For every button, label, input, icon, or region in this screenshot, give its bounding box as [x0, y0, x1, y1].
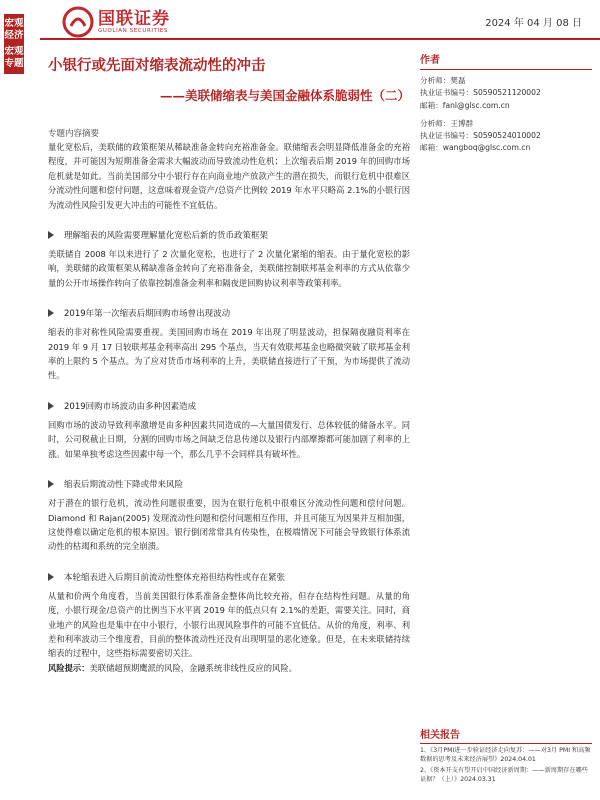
- bullet-arrow-icon: [48, 480, 54, 488]
- category-tag-line-2: 宏观专题: [4, 46, 24, 69]
- section-heading: 2019回购市场波动由多种因素造成: [64, 401, 197, 412]
- section-3: [48, 400, 410, 461]
- section-text: 对于潜在的银行危机，流动性问题很重要，因为在银行危机中很难区分流动性问题和偿付问题。Diamond 和 Rajan(2005) 发现流动性问题和偿付问题相互作用，并且可能互为因果并互相加强，这使得难以确定危机的根本原因。银行倒闭常常具有传染性，在极端情况下可能会导致银行体系流动性的枯竭和系统的完全崩溃。: [48, 498, 410, 552]
- main-column: [48, 42, 410, 675]
- summary-text: 量化宽松后，美联储的政策框架从稀缺准备金转向充裕准备金。联储缩表会明显降低准备金的充裕程度，并可能因为短期准备金需求大幅波动而导致流动性危机；上次缩表后期 2019 年的回购市场危机就是如此。当前美国部分中小银行存在向商业地产放款产生的潜在损失，而银行危机中很难区分流动性问题和偿付问题，这意味着现金资产/总资产比例较 2019 年水平只略高 2.1%的小银行因为流动性风险引发更大冲击的可能性不宜低估。: [48, 142, 410, 210]
- related-report-item[interactable]: 1、《3月PMI进一步验证经济走向复苏：——对3月 PMI 和高频数据的思考及未来经济展望》2024.04.01: [420, 747, 591, 763]
- side-band: [0, 0, 28, 800]
- author-sidebar: [420, 42, 592, 155]
- bullet-arrow-icon: [48, 573, 54, 581]
- section-heading: 缩表后期流动性下降或带来风险: [64, 480, 184, 491]
- logo-name-cn: 国联证券: [98, 9, 170, 29]
- section-heading: 2019年第一次缩表后期回购市场曾出现波动: [64, 309, 231, 320]
- section-text: 从量和价两个角度看，当前美国银行体系准备金整体尚比较充裕，但存在结构性问题。从量的角度，小银行现金/总资产的比例当下水平离 2019 年的低点只有 2.1%的差距，需要关注。同时，商业地产的风险也是集中在中小银行，小银行出现风险事件的可能不宜低估。从价的角度，利率、利差和利率波动三个维度看，目前的整体流动性还没有出现明显的恶化迹象。但是，在未来联储持续缩表的过程中，这些指标需要密切关注。: [48, 590, 410, 659]
- report-date: 2024 年 04 月 08 日: [485, 18, 582, 29]
- report-title: 小银行或先面对缩表流动性的冲击: [48, 58, 266, 74]
- section-heading: 本轮缩表进入后期目前流动性整体充裕但结构性或存在紧张: [64, 572, 286, 583]
- section-text: 美联储自 2008 年以来进行了 2 次量化宽松，也进行了 2 次量化紧缩的缩表。由于量化宽松的影响，美联储的政策框架从稀缺准备金转向了充裕准备金，美联储控制联邦基金利率的方式从依靠少量的公开市场操作转向了依靠控制准备金利率和隔夜逆回购协议利率等政策利率。: [48, 249, 410, 288]
- author-1-cert: 执业证书编号：S0590521120002: [420, 88, 541, 98]
- bullet-arrow-icon: [48, 309, 54, 317]
- author-2-name: 分析师：王博群: [420, 118, 474, 128]
- bullet-arrow-icon: [48, 402, 54, 410]
- category-tag-line-1: 宏观经济: [4, 18, 24, 41]
- related-reports: [420, 726, 592, 784]
- authors-heading: 作者: [420, 51, 592, 70]
- related-report-item[interactable]: 2、《资本开支有望开启中国经济新周期：——新周期存在哪些证据？（上）》2024.03.31: [420, 767, 588, 783]
- risk-text: 美联储超预期鹰派的风险，金融系统非线性反应的风险。: [89, 662, 297, 673]
- logo-mark-icon: [62, 6, 94, 38]
- section-4: [48, 478, 410, 554]
- brand-logo: [62, 6, 170, 38]
- report-subtitle: ——美联储缩表与美国金融体系脆弱性（二）: [159, 88, 410, 103]
- risk-warning: [48, 661, 410, 675]
- author-1-name: 分析师：樊磊: [420, 76, 466, 85]
- section-1: [48, 229, 410, 290]
- logo-name-en: GUOLIAN SECURITIES: [98, 28, 168, 34]
- author-2-cert: 执业证书编号：S0590524010002: [420, 131, 541, 141]
- section-heading: 理解缩表的风险需要理解量化宽松后新的货币政策框架: [64, 231, 269, 242]
- section-5: [48, 571, 410, 675]
- category-tag: [4, 14, 24, 74]
- author-1-email[interactable]: 邮箱：fanl@glsc.com.cn: [420, 100, 510, 110]
- related-heading: 相关报告: [420, 726, 592, 744]
- section-2: [48, 307, 410, 383]
- summary-heading: 专题内容摘要: [48, 129, 100, 139]
- section-text: 缩表的非对称性风险需要重视。美国回购市场在 2019 年出现了明显波动，担保隔夜融资利率在 2019 年 9 月 17 日较联邦基金利率高出 295 个基点，当天有效联邦基金也略微突破了联邦基金利率的上限约 5 个基点。为了应对货币市场利率的上升，美联储直接进行了干预，为市场提供了流动性。: [48, 327, 410, 381]
- header-divider: [40, 38, 600, 40]
- author-2-email[interactable]: 邮箱：wangboq@glsc.com.cn: [420, 143, 531, 153]
- section-text: 回购市场的波动导致利率激增是由多种因素共同造成的—大量国债发行、总体较低的储备水平。同时，公司税截止日期，分割的回购市场之间缺乏信息传递以及银行内部摩擦都可能加剧了利率的上涨。如果单独考虑这些因素中每一个，那么几乎不会同样具有破坏性。: [48, 419, 410, 459]
- bullet-arrow-icon: [48, 231, 54, 239]
- risk-label: 风险提示：: [48, 662, 90, 673]
